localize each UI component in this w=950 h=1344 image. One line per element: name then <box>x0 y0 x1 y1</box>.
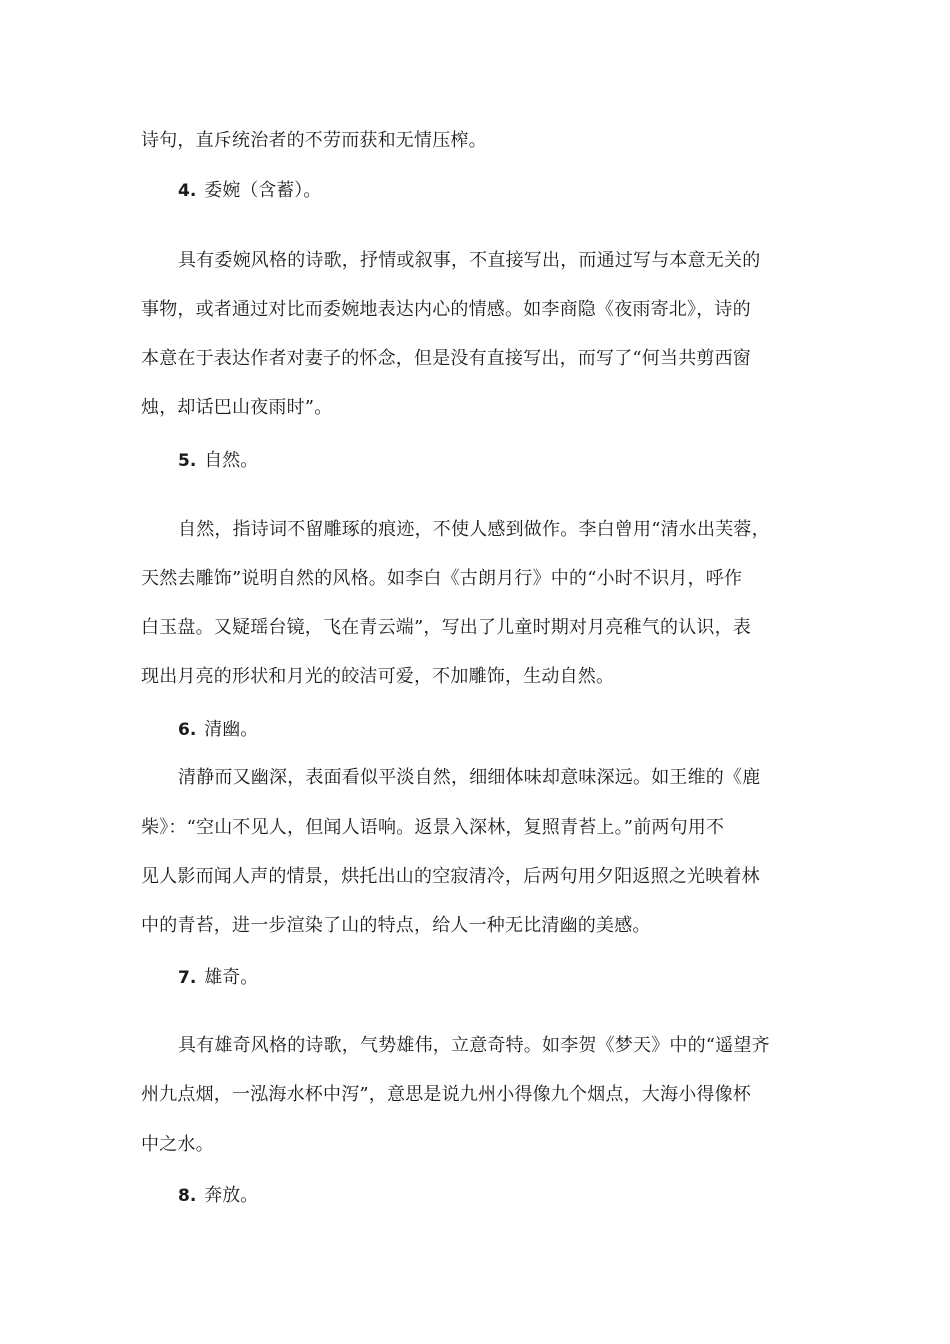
section-8-title: 奔放。 <box>204 1185 259 1206</box>
section-7-heading <box>178 963 258 993</box>
section-6-line-1: 清静而又幽深，表面看似平淡自然，细细体味却意味深远。如王维的《鹿 <box>178 767 761 788</box>
intro-line-1: 诗句，直斥统治者的不劳而获和无情压榨。 <box>141 130 487 151</box>
section-6-line-3: 见人影而闻人声的情景，烘托出山的空寂清冷，后两句用夕阳返照之光映着林 <box>141 866 760 887</box>
section-5-line-2: 天然去雕饰”说明自然的风格。如李白《古朗月行》中的“小时不识月，呼作 <box>141 568 743 589</box>
section-5-heading <box>178 446 258 476</box>
section-8-number: 8. <box>178 1186 197 1206</box>
section-7-line-2: 州九点烟，一泓海水杯中泻”，意思是说九州小得像九个烟点，大海小得像杯 <box>141 1084 751 1105</box>
section-6-line-4: 中的青苔，进一步渲染了山的特点，给人一种无比清幽的美感。 <box>141 915 651 936</box>
section-4-line-4: 烛，却话巴山夜雨时”。 <box>141 397 333 418</box>
section-4-line-2: 事物，或者通过对比而委婉地表达内心的情感。如李商隐《夜雨寄北》，诗的 <box>141 299 751 320</box>
section-8-heading <box>178 1181 258 1211</box>
section-4-number: 4. <box>178 181 197 201</box>
section-4-title: 委婉（含蓄）。 <box>204 180 322 201</box>
section-4-heading <box>178 176 321 206</box>
section-6-heading <box>178 715 258 745</box>
section-4-line-1: 具有委婉风格的诗歌，抒情或叙事，不直接写出，而通过写与本意无关的 <box>178 250 761 271</box>
section-6-title: 清幽。 <box>204 719 259 740</box>
section-5-title: 自然。 <box>204 450 259 471</box>
section-5-line-3: 白玉盘。又疑瑶台镜，飞在青云端”，写出了儿童时期对月亮稚气的认识，表 <box>141 617 751 638</box>
section-7-line-3: 中之水。 <box>141 1134 214 1155</box>
section-6-number: 6. <box>178 720 197 740</box>
section-7-number: 7. <box>178 968 197 988</box>
section-6-line-2: 柴》：“空山不见人，但闻人语响。返景入深林，复照青苔上。”前两句用不 <box>141 817 725 838</box>
section-7-line-1: 具有雄奇风格的诗歌，气势雄伟，立意奇特。如李贺《梦天》中的“遥望齐 <box>178 1035 770 1056</box>
section-5-number: 5. <box>178 451 197 471</box>
section-5-line-4: 现出月亮的形状和月光的皎洁可爱，不加雕饰，生动自然。 <box>141 666 615 687</box>
section-7-title: 雄奇。 <box>204 967 259 988</box>
section-4-line-3: 本意在于表达作者对妻子的怀念，但是没有直接写出，而写了“何当共剪西窗 <box>141 348 751 369</box>
section-5-line-1: 自然，指诗词不留雕琢的痕迹，不使人感到做作。李白曾用“清水出芙蓉， <box>178 519 770 540</box>
